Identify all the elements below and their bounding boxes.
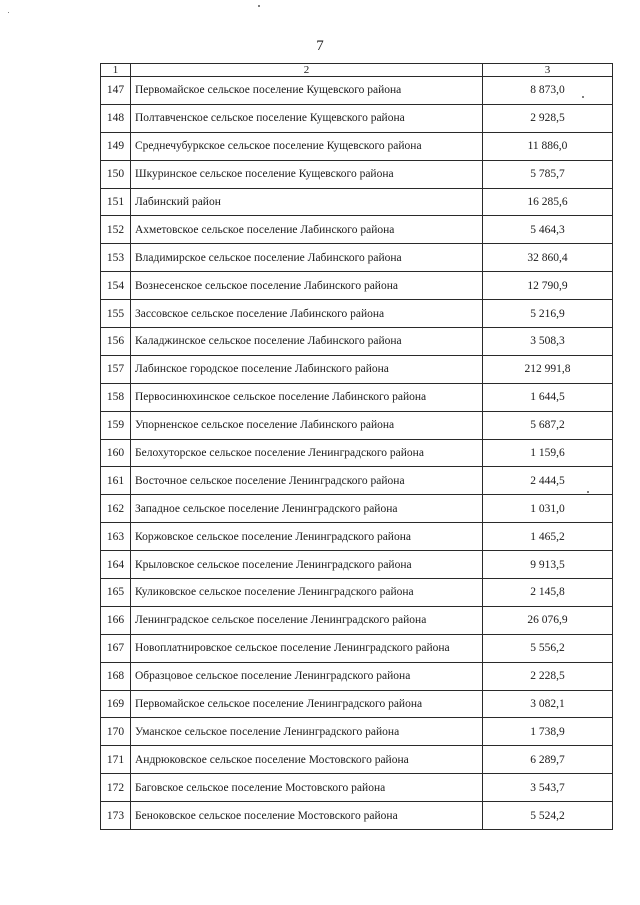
table-row bbox=[101, 746, 613, 774]
row-number: 153 bbox=[101, 244, 131, 272]
row-value: 2 145,8 bbox=[483, 579, 613, 607]
table-header-row bbox=[101, 64, 613, 77]
row-number: 166 bbox=[101, 606, 131, 634]
row-value: 5 464,3 bbox=[483, 216, 613, 244]
row-value: 2 444,5 bbox=[483, 467, 613, 495]
table-row bbox=[101, 244, 613, 272]
row-name: Упорненское сельское поселение Лабинского района bbox=[131, 411, 483, 439]
header-col-2: 2 bbox=[131, 64, 483, 77]
row-value: 9 913,5 bbox=[483, 551, 613, 579]
table-row bbox=[101, 272, 613, 300]
table-row bbox=[101, 188, 613, 216]
row-value: 16 285,6 bbox=[483, 188, 613, 216]
row-name: Лабинский район bbox=[131, 188, 483, 216]
row-value: 1 159,6 bbox=[483, 439, 613, 467]
row-value: 5 556,2 bbox=[483, 634, 613, 662]
table-row bbox=[101, 300, 613, 328]
row-name: Беноковское сельское поселение Мостовского района bbox=[131, 802, 483, 830]
table-row bbox=[101, 634, 613, 662]
row-name: Первосинюхинское сельское поселение Лабинского района bbox=[131, 383, 483, 411]
row-value: 5 687,2 bbox=[483, 411, 613, 439]
row-number: 167 bbox=[101, 634, 131, 662]
row-number: 164 bbox=[101, 551, 131, 579]
row-name: Коржовское сельское поселение Ленинградского района bbox=[131, 523, 483, 551]
row-value: 12 790,9 bbox=[483, 272, 613, 300]
table-row bbox=[101, 690, 613, 718]
row-number: 173 bbox=[101, 802, 131, 830]
row-value: 3 543,7 bbox=[483, 774, 613, 802]
row-value: 11 886,0 bbox=[483, 132, 613, 160]
scan-speck bbox=[258, 5, 260, 7]
table-row bbox=[101, 718, 613, 746]
row-name: Уманское сельское поселение Ленинградского района bbox=[131, 718, 483, 746]
table-row bbox=[101, 77, 613, 105]
row-number: 172 bbox=[101, 774, 131, 802]
row-number: 162 bbox=[101, 495, 131, 523]
row-value: 2 928,5 bbox=[483, 104, 613, 132]
row-name: Образцовое сельское поселение Ленинградского района bbox=[131, 662, 483, 690]
row-name: Куликовское сельское поселение Ленинградского района bbox=[131, 579, 483, 607]
row-name: Крыловское сельское поселение Ленинградского района bbox=[131, 551, 483, 579]
row-number: 151 bbox=[101, 188, 131, 216]
table-row bbox=[101, 383, 613, 411]
row-number: 163 bbox=[101, 523, 131, 551]
row-number: 170 bbox=[101, 718, 131, 746]
header-col-3: 3 bbox=[483, 64, 613, 77]
row-name: Лабинское городское поселение Лабинского района bbox=[131, 355, 483, 383]
table-row bbox=[101, 160, 613, 188]
row-name: Полтавченское сельское поселение Кущевского района bbox=[131, 104, 483, 132]
row-value: 6 289,7 bbox=[483, 746, 613, 774]
row-value: 1 644,5 bbox=[483, 383, 613, 411]
row-name: Зассовское сельское поселение Лабинского района bbox=[131, 300, 483, 328]
row-number: 165 bbox=[101, 579, 131, 607]
row-value: 1 031,0 bbox=[483, 495, 613, 523]
row-name: Ленинградское сельское поселение Ленинградского района bbox=[131, 606, 483, 634]
table-row bbox=[101, 579, 613, 607]
row-number: 156 bbox=[101, 328, 131, 356]
row-value: 3 082,1 bbox=[483, 690, 613, 718]
row-value: 2 228,5 bbox=[483, 662, 613, 690]
table-row bbox=[101, 551, 613, 579]
row-name: Белохуторское сельское поселение Ленинградского района bbox=[131, 439, 483, 467]
row-number: 152 bbox=[101, 216, 131, 244]
table-body bbox=[101, 77, 613, 830]
row-value: 5 216,9 bbox=[483, 300, 613, 328]
row-number: 169 bbox=[101, 690, 131, 718]
row-name: Западное сельское поселение Ленинградского района bbox=[131, 495, 483, 523]
table-row bbox=[101, 439, 613, 467]
table-row bbox=[101, 802, 613, 830]
row-value: 212 991,8 bbox=[483, 355, 613, 383]
row-name: Первомайское сельское поселение Кущевского района bbox=[131, 77, 483, 105]
row-number: 161 bbox=[101, 467, 131, 495]
row-number: 160 bbox=[101, 439, 131, 467]
row-number: 168 bbox=[101, 662, 131, 690]
row-value: 1 738,9 bbox=[483, 718, 613, 746]
table-row bbox=[101, 328, 613, 356]
scan-speck bbox=[8, 12, 9, 13]
row-number: 149 bbox=[101, 132, 131, 160]
row-number: 157 bbox=[101, 355, 131, 383]
table-row bbox=[101, 523, 613, 551]
row-name: Владимирское сельское поселение Лабинского района bbox=[131, 244, 483, 272]
row-name: Среднечубуркское сельское поселение Кущевского района bbox=[131, 132, 483, 160]
row-name: Первомайское сельское поселение Ленинградского района bbox=[131, 690, 483, 718]
row-name: Каладжинское сельское поселение Лабинского района bbox=[131, 328, 483, 356]
row-number: 148 bbox=[101, 104, 131, 132]
table-row bbox=[101, 355, 613, 383]
header-col-1: 1 bbox=[101, 64, 131, 77]
row-name: Вознесенское сельское поселение Лабинского района bbox=[131, 272, 483, 300]
row-value: 8 873,0 bbox=[483, 77, 613, 105]
row-value: 3 508,3 bbox=[483, 328, 613, 356]
row-name: Шкуринское сельское поселение Кущевского района bbox=[131, 160, 483, 188]
row-name: Баговское сельское поселение Мостовского района bbox=[131, 774, 483, 802]
table-row bbox=[101, 495, 613, 523]
table-row bbox=[101, 662, 613, 690]
data-table bbox=[100, 63, 613, 830]
row-value: 32 860,4 bbox=[483, 244, 613, 272]
table-row bbox=[101, 606, 613, 634]
row-number: 155 bbox=[101, 300, 131, 328]
row-number: 150 bbox=[101, 160, 131, 188]
row-value: 5 524,2 bbox=[483, 802, 613, 830]
row-number: 154 bbox=[101, 272, 131, 300]
table-row bbox=[101, 216, 613, 244]
row-number: 158 bbox=[101, 383, 131, 411]
row-value: 1 465,2 bbox=[483, 523, 613, 551]
page-number: 7 bbox=[316, 38, 324, 54]
table-row bbox=[101, 411, 613, 439]
table-row bbox=[101, 132, 613, 160]
row-number: 159 bbox=[101, 411, 131, 439]
table-row bbox=[101, 774, 613, 802]
row-value: 26 076,9 bbox=[483, 606, 613, 634]
row-value: 5 785,7 bbox=[483, 160, 613, 188]
row-name: Восточное сельское поселение Ленинградского района bbox=[131, 467, 483, 495]
row-name: Ахметовское сельское поселение Лабинского района bbox=[131, 216, 483, 244]
row-number: 171 bbox=[101, 746, 131, 774]
row-number: 147 bbox=[101, 77, 131, 105]
table-row bbox=[101, 104, 613, 132]
row-name: Андрюковское сельское поселение Мостовского района bbox=[131, 746, 483, 774]
row-name: Новоплатнировское сельское поселение Ленинградского района bbox=[131, 634, 483, 662]
table-row bbox=[101, 467, 613, 495]
